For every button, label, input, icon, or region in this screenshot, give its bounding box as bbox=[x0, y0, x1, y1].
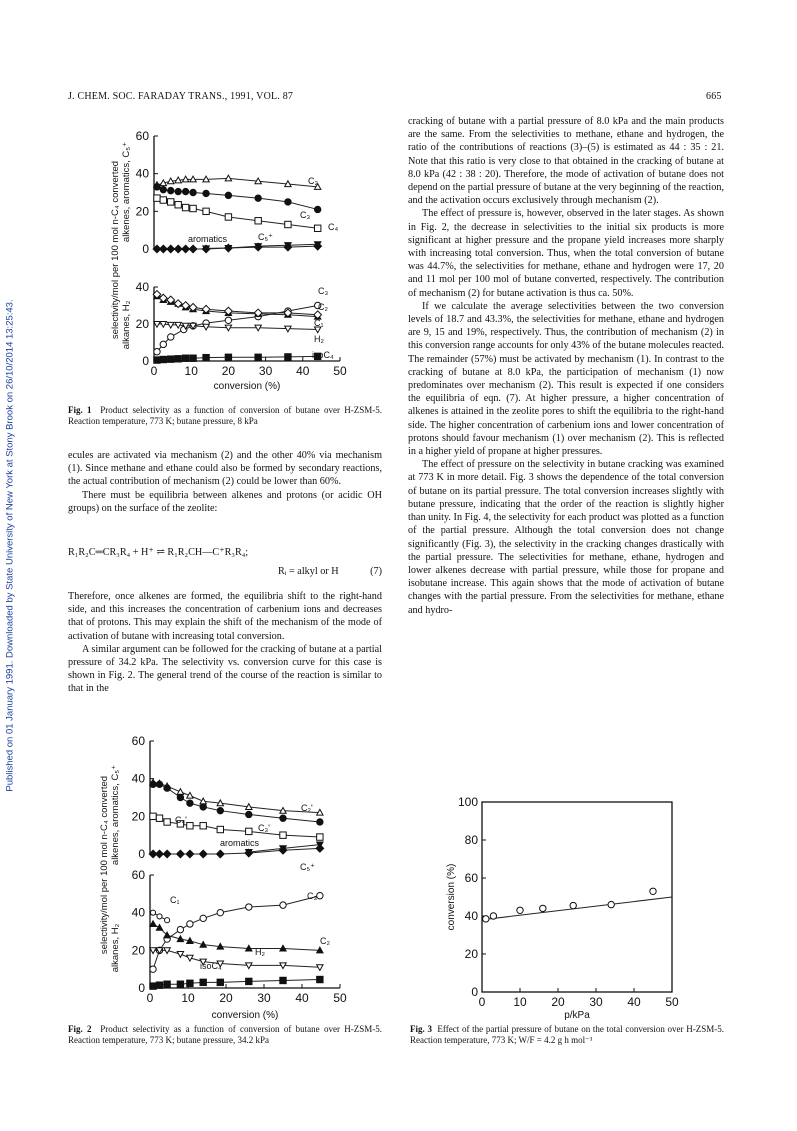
fig3-point bbox=[608, 901, 614, 907]
fig2-lower-point bbox=[177, 981, 183, 987]
fig1-upper-point bbox=[160, 186, 166, 192]
fig2-lower-point bbox=[246, 904, 252, 910]
fig3-fit-line bbox=[482, 897, 672, 920]
fig1-upper-point bbox=[255, 218, 261, 224]
right-column bbox=[408, 115, 724, 617]
fig1-upper-point bbox=[314, 225, 320, 231]
fig2-upper-point bbox=[177, 789, 183, 795]
fig2-upper-point bbox=[187, 792, 193, 798]
fig2-y-upper-title: alkenes, aromatics, C₅⁺ bbox=[110, 764, 121, 866]
fig2-lower-label: C₁ bbox=[170, 895, 180, 905]
equation-7 bbox=[68, 539, 382, 575]
fig3-point bbox=[570, 902, 576, 908]
fig1-lower-x-tick-label: 40 bbox=[296, 364, 310, 378]
fig3-y-axis-title: conversion (%) bbox=[446, 863, 457, 931]
fig2-lower-point bbox=[156, 925, 162, 931]
fig1-lower-y-tick-label: 20 bbox=[135, 317, 149, 331]
fig1-lower-label: C₁ bbox=[314, 318, 324, 328]
fig2-upper-point bbox=[156, 850, 164, 858]
fig1-upper-label: C₂ bbox=[308, 176, 318, 186]
fig2-lower-point bbox=[164, 981, 170, 987]
fig1-upper-point bbox=[182, 188, 188, 194]
right-para-2: The effect of pressure is, however, observed in the later stages. As shown in Fig. 2, the decrease in selectivities to the initial six products is more significant at higher pressure and the propane yield increases more sharply with increasing total conversion. Thus, when the total conversion of butane was 44.7%, the selectivities for methane, ethane and hydrogen were 17, 20 and 11 mol per 100 mol of butane converted, respectively. The contribution of mechanism (2) for butane activation is thus ca. 50%. bbox=[408, 208, 724, 299]
fig1-upper-point bbox=[203, 190, 209, 196]
fig1-upper-point bbox=[174, 245, 182, 253]
fig1-upper-point bbox=[154, 184, 160, 190]
fig2-upper-point bbox=[164, 819, 170, 825]
fig1-lower-point bbox=[203, 354, 209, 360]
fig2-upper-point bbox=[280, 832, 286, 838]
fig3-x-tick-label: 10 bbox=[513, 995, 527, 1009]
fig3-y-tick-label: 0 bbox=[471, 985, 478, 999]
fig2-upper-point bbox=[246, 811, 252, 817]
fig1-x-axis-title: conversion (%) bbox=[213, 381, 281, 392]
fig2-lower-label: H₂ bbox=[255, 947, 265, 957]
fig2-upper-point bbox=[217, 807, 223, 813]
fig3-point bbox=[650, 888, 656, 894]
fig1-upper-point bbox=[225, 214, 231, 220]
fig3-point bbox=[490, 913, 496, 919]
fig1-plot bbox=[110, 129, 347, 392]
fig3-plot bbox=[446, 795, 679, 1021]
fig1-caption-text: Product selectivity as a function of conversion of butane over H-ZSM-5. Reaction temperature, 773 K; butane pressure, 8 kPa bbox=[68, 405, 382, 426]
fig2-lower-x-tick-label: 40 bbox=[295, 991, 309, 1005]
fig1-upper-point bbox=[285, 199, 291, 205]
fig2-upper-y-tick-label: 40 bbox=[131, 771, 145, 786]
fig1-upper-point bbox=[175, 188, 181, 194]
fig1-upper-point bbox=[160, 197, 166, 203]
fig2-lower-point bbox=[246, 978, 252, 984]
fig1-y-upper-title: alkenes, aromatics, C₅⁺ bbox=[121, 141, 132, 243]
fig2-lower-point bbox=[217, 979, 223, 985]
right-para-3: If we calculate the average selectivities between the two conversion levels of 18.7 and 43.3%, the selectivities for methane, ethane and hydrogen are 9, 15 and 19%, respectively. Thus, the contribution of mechanism (2) in this conversion range accounts for only 43% of the butane molecules reacted. The remainder (57%) must be activated by mechanism (1). In contrast to the cracking of butane at 8.0 kPa, the participation of mechanism (1) now predominates over mechanism (2). This result is expected if one considers the equilibria of eqn. (7). At higher pressure, a higher concentration of alkenes is attained in the zeolite pores to shift the equilibria to the right-hand side. The higher concentration of carbenium ions and lower concentration of protons should favour mechanism (1) over mechanism (2). This is reflected in a higher yield of propane at higher pressures. bbox=[408, 300, 724, 458]
fig1-lower-point bbox=[175, 356, 181, 362]
fig2-lower-x-tick-label: 30 bbox=[257, 991, 271, 1005]
fig1-lower-point bbox=[160, 356, 166, 362]
fig2-upper-point bbox=[216, 850, 224, 858]
left-para-1: ecules are activated via mechanism (2) and the other 40% via mechanism (1). Since methane and ethane could also be formed by secondary reactions, the actual contribution of mechanism (2) could be lower than 60%. bbox=[68, 450, 382, 488]
fig2-lower-point bbox=[317, 893, 323, 899]
fig1-upper-label: aromatics bbox=[188, 234, 228, 244]
fig2-lower-y-tick-label: 0 bbox=[138, 981, 145, 995]
fig3-point bbox=[540, 905, 546, 911]
fig1-lower-label: C₂ bbox=[318, 302, 328, 312]
fig1-lower-point bbox=[168, 334, 174, 340]
fig2-lower-y-tick-label: 60 bbox=[131, 868, 145, 882]
fig2-upper-point bbox=[217, 826, 223, 832]
fig2-upper-y-tick-label: 0 bbox=[138, 847, 145, 861]
fig1-lower-x-tick-label: 30 bbox=[258, 364, 273, 378]
fig1-lower-point bbox=[255, 354, 261, 360]
fig2-upper-label: C₄' bbox=[175, 815, 187, 825]
fig2-upper-label: aromatics bbox=[220, 838, 260, 848]
fig1-lower-point bbox=[225, 317, 231, 323]
fig2-upper-point bbox=[280, 815, 286, 821]
fig2-lower-point bbox=[150, 921, 156, 927]
fig2-caption bbox=[68, 1024, 382, 1046]
right-para-4: The effect of pressure on the selectivity in butane cracking was examined at 773 K in more detail. Fig. 3 shows the dependence of the total conversion of butane on its partial pressure. The total conversion increases slightly with butane pressure, indicating that the order of the reaction is slightly higher than unity. In Fig. 4, the selectivity for each product was plotted as a function of the partial pressure. Although the total conversion does not change significantly (Fig. 3), the selectivity in the cracking changes drastically with the partial pressure. The selectivities for methane, ethane, hydrogen and lower alkenes decrease with partial pressure, while those for propane and isobutane increase. This again shows that the mode of activation of butane changes with the partial pressure. From the selectivities for methane, ethane and hydro- bbox=[408, 459, 724, 616]
fig2-upper-label: C₅⁺ bbox=[300, 862, 315, 872]
fig3-x-tick-label: 50 bbox=[665, 995, 679, 1009]
fig2-upper-y-tick-label: 20 bbox=[131, 809, 145, 824]
fig2-caption-label: Fig. 2 bbox=[68, 1024, 92, 1034]
fig1-lower-y-tick-label: 0 bbox=[142, 354, 149, 368]
fig1-lower-point bbox=[168, 356, 174, 362]
fig1-upper-point bbox=[203, 208, 209, 214]
fig1-upper-point bbox=[189, 245, 197, 253]
figure-3 bbox=[440, 790, 690, 1025]
fig2-y-lower-title: alkanes, H₂ bbox=[110, 923, 121, 973]
right-para-1: cracking of butane with a partial pressure of 8.0 kPa and the main products are the same. From the selectivities to methane, ethane and hydrogen, the ratio of the contributions of reactions (3)–(5) is estimated as 44 : 35 : 21. Note that this ratio is very close to that obtained in the cracking of butane at 8.0 kPa (42 : 38 : 20). Therefore, the mode of activation of butane does not depend on the partial pressure of butane at the very beginning of the reaction, and the activation occurs exclusively through mechanism (2). bbox=[408, 116, 724, 207]
fig2-upper-label: C₃' bbox=[258, 823, 270, 833]
fig1-lower-label: C₃ bbox=[318, 286, 329, 296]
fig1-upper-point bbox=[167, 245, 175, 253]
fig2-lower-label: C₂ bbox=[320, 936, 330, 946]
equation-7-lhs: R₁R₂C═CR₃R₄ + H⁺ ⇌ R₁R₂CH—C⁺R₃R₄; bbox=[68, 547, 249, 558]
left-column-lower bbox=[68, 590, 382, 696]
fig1-y-lower-title: alkanes, H₂ bbox=[121, 300, 132, 350]
fig1-upper-label: C₃ bbox=[300, 210, 311, 220]
download-watermark bbox=[0, 0, 14, 1131]
fig3-y-tick-label: 80 bbox=[464, 833, 478, 847]
fig2-upper-point bbox=[150, 781, 156, 787]
fig2-lower-point bbox=[177, 952, 183, 958]
fig2-lower-point bbox=[177, 926, 183, 932]
fig2-lower-point bbox=[187, 921, 193, 927]
fig2-lower-point bbox=[150, 983, 156, 989]
download-note: Published on 01 January 1991. Downloaded by State University of New York at Stony Brook on 26/10/2014 13:25:43. bbox=[4, 299, 16, 792]
fig2-lower-x-tick-label: 0 bbox=[146, 991, 154, 1005]
fig1-lower-point bbox=[154, 349, 160, 355]
left-para-4: A similar argument can be followed for the cracking of butane at a partial pressure of 34.2 kPa. The selectivity vs. conversion curve for this case is shown in Fig. 2. The general trend of the course of the reaction is similar to that in the bbox=[68, 643, 382, 695]
fig3-x-tick-label: 20 bbox=[551, 995, 565, 1009]
fig2-lower-y-tick-label: 40 bbox=[131, 905, 145, 920]
fig1-upper-point bbox=[168, 199, 174, 205]
fig3-x-tick-label: 40 bbox=[627, 995, 641, 1009]
fig1-lower-point bbox=[182, 355, 188, 361]
fig2-upper-point bbox=[177, 850, 185, 858]
fig2-upper-point bbox=[150, 813, 156, 819]
fig3-y-tick-label: 100 bbox=[457, 795, 478, 809]
fig1-upper-point bbox=[168, 187, 174, 193]
fig2-x-axis-title: conversion (%) bbox=[211, 1010, 279, 1021]
left-column bbox=[68, 449, 382, 515]
fig2-upper-point bbox=[186, 850, 194, 858]
figure-2 bbox=[95, 733, 395, 1023]
fig2-upper-point bbox=[199, 850, 207, 858]
fig1-upper-point bbox=[314, 206, 320, 212]
running-head: J. CHEM. SOC. FARADAY TRANS., 1991, VOL. 87 bbox=[68, 91, 294, 102]
fig1-lower-x-tick-label: 20 bbox=[221, 364, 236, 378]
fig3-caption-text: Effect of the partial pressure of butane on the total conversion over H-ZSM-5. Reaction temperature, 773 K; W/F = 4.2 g h mol⁻¹ bbox=[410, 1024, 725, 1045]
fig2-lower-point bbox=[200, 915, 206, 921]
fig2-lower-label: isoC₄ bbox=[200, 961, 222, 971]
fig1-upper-point bbox=[182, 204, 188, 210]
fig1-lower-point bbox=[225, 354, 231, 360]
fig1-lower-x-tick-label: 10 bbox=[184, 364, 198, 378]
fig1-upper-label: C₄ bbox=[328, 222, 339, 232]
fig1-lower-label: isoC₄ bbox=[312, 350, 334, 360]
fig1-upper-point bbox=[154, 195, 160, 201]
figure-1 bbox=[108, 120, 398, 402]
fig2-lower-x-tick-label: 50 bbox=[333, 991, 347, 1005]
fig2-lower-point bbox=[317, 976, 323, 982]
fig1-upper-label: C₅⁺ bbox=[258, 232, 273, 242]
fig2-lower-point bbox=[280, 902, 286, 908]
fig2-upper-point bbox=[187, 800, 193, 806]
left-para-2: There must be equilibria between alkenes and protons (or acidic OH groups) on the surface of the zeolite: bbox=[68, 489, 382, 514]
fig2-lower-point bbox=[157, 914, 162, 919]
fig1-upper-point bbox=[159, 245, 167, 253]
fig2-lower-y-tick-label: 20 bbox=[131, 943, 145, 958]
fig3-caption-label: Fig. 3 bbox=[410, 1024, 432, 1034]
fig2-lower-x-tick-label: 20 bbox=[219, 991, 233, 1005]
fig1-y-axis-title: selectivity/mol per 100 mol n-C₄ converted bbox=[110, 160, 121, 340]
equation-7-number: (7) bbox=[370, 566, 382, 577]
fig3-x-tick-label: 0 bbox=[478, 995, 486, 1009]
fig1-upper-point bbox=[285, 221, 291, 227]
fig2-lower-label: C₃ bbox=[307, 891, 318, 901]
fig2-upper-point bbox=[246, 828, 252, 834]
fig1-upper-point bbox=[175, 202, 181, 208]
fig2-upper-point bbox=[163, 850, 171, 858]
fig3-y-tick-label: 40 bbox=[464, 909, 478, 923]
equation-7-condition: Rᵢ = alkyl or H bbox=[278, 566, 339, 577]
fig2-lower-point bbox=[156, 982, 162, 988]
fig3-point bbox=[517, 907, 523, 913]
fig3-frame bbox=[482, 802, 672, 992]
fig2-lower-point bbox=[150, 910, 155, 915]
fig1-upper-point bbox=[190, 205, 196, 211]
fig2-lower-point bbox=[280, 977, 286, 983]
fig1-upper-point bbox=[190, 189, 196, 195]
fig1-caption bbox=[68, 405, 382, 427]
fig3-point bbox=[483, 916, 489, 922]
fig1-upper-y-tick-label: 20 bbox=[135, 204, 149, 219]
fig2-lower-point bbox=[217, 909, 223, 915]
fig2-upper-point bbox=[317, 834, 323, 840]
fig1-lower-point bbox=[154, 357, 160, 363]
fig1-upper-point bbox=[182, 245, 190, 253]
fig1-lower-y-tick-label: 40 bbox=[135, 280, 149, 294]
fig1-lower-label: H₂ bbox=[314, 334, 324, 344]
fig1-lower-point bbox=[190, 355, 196, 361]
fig1-upper-y-tick-label: 0 bbox=[142, 242, 149, 256]
fig2-caption-text: Product selectivity as a function of conversion of butane over H-ZSM-5. Reaction temperature, 773 K; butane pressure, 34.2 kPa bbox=[68, 1024, 382, 1045]
fig2-upper-point bbox=[187, 823, 193, 829]
fig3-y-tick-label: 20 bbox=[464, 947, 478, 961]
fig3-y-tick-label: 60 bbox=[464, 871, 478, 885]
fig2-lower-point bbox=[200, 979, 206, 985]
fig3-x-tick-label: 30 bbox=[589, 995, 603, 1009]
fig1-lower-x-tick-label: 50 bbox=[333, 364, 347, 378]
page-number: 665 bbox=[706, 91, 722, 102]
fig1-upper-y-tick-label: 40 bbox=[135, 166, 149, 181]
fig2-upper-point bbox=[177, 794, 183, 800]
fig2-upper-point bbox=[164, 785, 170, 791]
fig1-lower-x-tick-label: 0 bbox=[150, 364, 158, 378]
fig2-upper-point bbox=[200, 823, 206, 829]
fig2-upper-label: C₂' bbox=[301, 803, 313, 813]
fig2-lower-point bbox=[150, 966, 156, 972]
fig3-caption bbox=[410, 1024, 724, 1046]
fig1-upper-point bbox=[225, 192, 231, 198]
fig2-y-axis-title: selectivity/mol per 100 mol n-C₄ converted bbox=[99, 775, 110, 955]
fig2-plot bbox=[99, 734, 347, 1021]
fig1-upper-y-tick-label: 60 bbox=[135, 129, 149, 143]
fig2-upper-point bbox=[317, 819, 323, 825]
fig2-lower-point bbox=[165, 918, 170, 923]
fig2-upper-point bbox=[200, 798, 206, 804]
fig2-upper-point bbox=[200, 804, 206, 810]
fig1-lower-point bbox=[160, 341, 166, 347]
fig2-lower-point bbox=[187, 980, 193, 986]
fig1-upper-point bbox=[255, 195, 261, 201]
fig2-upper-point bbox=[156, 781, 162, 787]
left-para-3: Therefore, once alkenes are formed, the equilibria shift to the right-hand side, and this increases the concentration of carbenium ions and decreases that of protons. This may explain the shift of the mechanism of the mode of activation of butane with increasing total conversion. bbox=[68, 591, 382, 642]
fig2-upper-point bbox=[156, 815, 162, 821]
fig2-upper-y-tick-label: 60 bbox=[131, 734, 145, 748]
fig1-caption-label: Fig. 1 bbox=[68, 405, 92, 415]
fig2-lower-x-tick-label: 10 bbox=[181, 991, 195, 1005]
fig3-x-axis-title: p/kPa bbox=[564, 1010, 590, 1021]
fig1-lower-point bbox=[285, 354, 291, 360]
